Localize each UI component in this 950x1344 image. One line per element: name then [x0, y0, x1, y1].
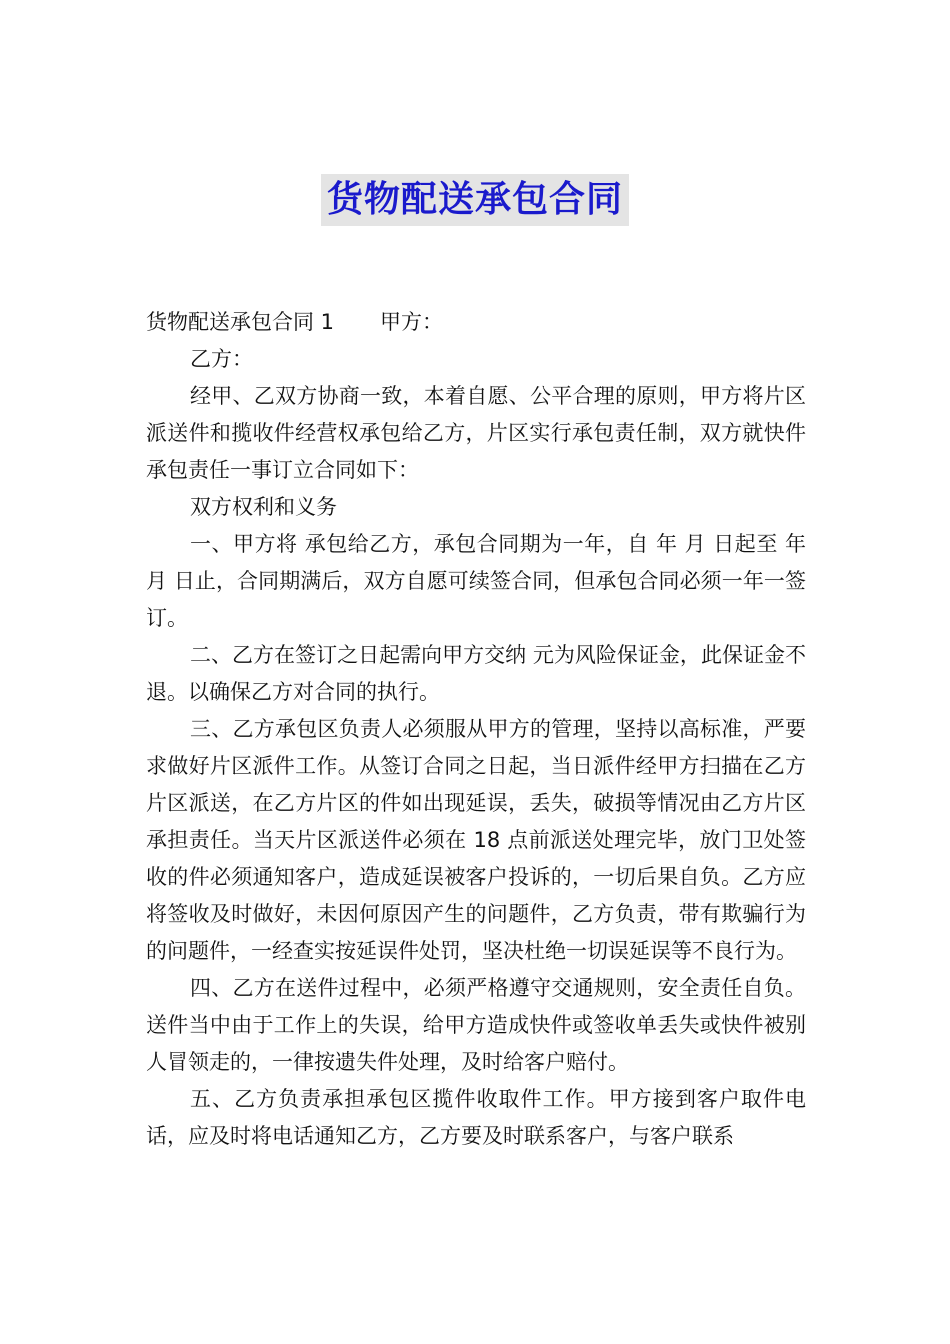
- section-heading: 双方权利和义务: [190, 495, 337, 519]
- clause-5: 五、乙方负责承担承包区揽件收取件工作。甲方接到客户取件电话，应及时将电话通知乙方，乙方要及时联系客户，与客户联系: [146, 1087, 806, 1148]
- party-a-label: 甲方：: [380, 310, 444, 334]
- contract-heading: 货物配送承包合同 1: [146, 310, 335, 334]
- clause-4: 四、乙方在送件过程中，必须严格遵守交通规则，安全责任自负。送件当中由于工作上的失误，给甲方造成快件或签收单丢失或快件被别人冒领走的，一律按遗失件处理，及时给客户赔付。: [146, 976, 806, 1074]
- document-body: [146, 304, 806, 1155]
- paragraph-intro: 经甲、乙双方协商一致，本着自愿、公平合理的原则，甲方将片区派送件和揽收件经营权承包给乙方，片区实行承包责任制，双方就快件承包责任一事订立合同如下：: [146, 384, 806, 482]
- clause-2: 二、乙方在签订之日起需向甲方交纳 元为风险保证金，此保证金不退。以确保乙方对合同的执行。: [146, 643, 806, 704]
- title-container: [0, 174, 950, 226]
- clause-3: 三、乙方承包区负责人必须服从甲方的管理，坚持以高标准，严要求做好片区派件工作。从签订合同之日起，当日派件经甲方扫描在乙方片区派送，在乙方片区的件如出现延误，丢失，破损等情况由乙方片区承担责任。当天片区派送件必须在 18 点前派送处理完毕，放门卫处签收的件必须通知客户，造成延误被客户投诉的，一切后果自负。乙方应将签收及时做好，未因何原因产生的问题件，乙方负责，带有欺骗行为的问题件，一经查实按延误件处罚，坚决杜绝一切误延误等不良行为。: [146, 717, 806, 963]
- party-b-label: 乙方：: [190, 347, 253, 371]
- document-title: 货物配送承包合同: [321, 174, 629, 226]
- header-line: [146, 304, 806, 341]
- clause-1: 一、甲方将 承包给乙方，承包合同期为一年，自 年 月 日起至 年 月 日止，合同期满后，双方自愿可续签合同，但承包合同必须一年一签订。: [146, 532, 806, 630]
